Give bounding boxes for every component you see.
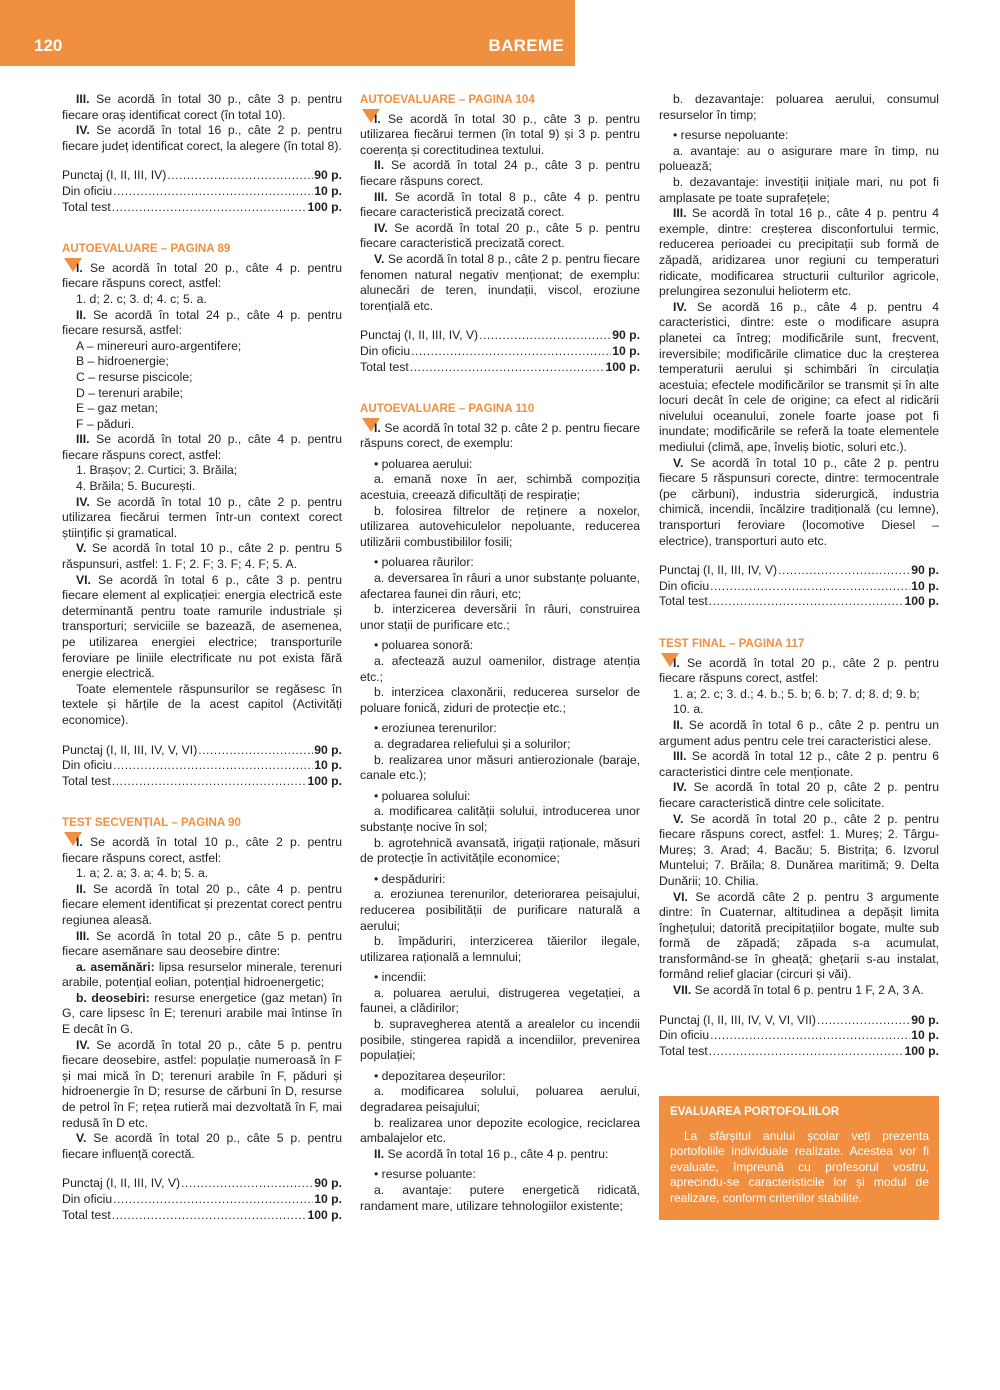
score-line: Din oficiu ..... 10 p. bbox=[360, 344, 640, 360]
answer-item: a. eroziunea terenurilor, deteriorarea peisajului, reducerea posibilității de purificare naturală a aerului; bbox=[360, 887, 640, 933]
running-title: BAREME bbox=[488, 36, 564, 55]
answer-item: IV. Se acordă în total 20 p, câte 2 p. pentru fiecare caracteristică dintre cele solicitate. bbox=[659, 780, 939, 810]
bullet-heading: • despăduriri: bbox=[374, 871, 446, 886]
score-line: Total test ..... 100 p. bbox=[62, 200, 342, 216]
section-test-secvential-90 bbox=[62, 815, 342, 1223]
answer-item: III. Se acordă în total 20 p., câte 5 p. pentru fiecare asemănare sau deosebire dintre: bbox=[62, 928, 342, 959]
list-item: C – resurse piscicole; bbox=[76, 369, 193, 384]
answer-item: IV. Se acordă în total 10 p., câte 2 p. pentru utilizarea fiecărui termen într-un context corect științific și gramatical. bbox=[62, 494, 342, 540]
answer-item: III. Se acordă în total 16 p., câte 4 p. pentru 4 exemple, dintre: creșterea disconfortului termic, reducerea perioadei cu precipitații sub formă de zăpadă, aridizarea unor regiuni cu temperaturi ridicate, modificarea structurii culturilor agricole, prelungirea sezonului helioterm etc. bbox=[659, 206, 939, 299]
closing-note: Toate elementele răspunsurilor se regăsesc în textele și hărțile de la acest capitol (Activități economice). bbox=[62, 681, 342, 727]
answer-item: b. realizarea unor depozite ecologice, reciclarea ambalajelor etc. bbox=[360, 1115, 640, 1146]
answer-item: b. supravegherea atentă a arealelor cu incendii posibile, stingerea rapidă a incendiilor, prevenirea populației; bbox=[360, 1017, 640, 1063]
bullet-heading: • poluarea aerului: bbox=[374, 456, 473, 471]
answer-item: V. Se acordă în total 20 p., câte 2 p. pentru fiecare răspuns corect, astfel: 1. Mureș; 2. Târgu-Mureș; 3. Arad; 4. Bacău; 5. Bistrița; 6. Izvorul Muntelui; 7. Brăila; 8. Dunărea maritimă; 9. Delta Dunării; 10. Chilia. bbox=[659, 811, 939, 888]
score-line: Punctaj (I, II, III, IV, V) ..... 90 p. bbox=[62, 1176, 342, 1192]
page-number: 120 bbox=[34, 36, 63, 55]
header-bar bbox=[0, 0, 575, 66]
answer-item: b. dezavantaje: investiții inițiale mari, nu pot fi amplasate pe toate suprafețele; bbox=[659, 174, 939, 205]
answer-item: I. Se acordă în total 20 p., câte 2 p. pentru fiecare răspuns corect, astfel: bbox=[659, 655, 939, 686]
answer-list: 1. Brașov; 2. Curtici; 3. Brăila; bbox=[76, 463, 238, 478]
section-title: TEST SECVENȚIAL – PAGINA 90 bbox=[62, 816, 241, 830]
answer-item: a. deversarea în râuri a unor substanțe poluante, afectarea faunei din râuri, etc; bbox=[360, 571, 640, 601]
score-line: Total test ..... 100 p. bbox=[360, 360, 640, 376]
answer-item: III. Se acordă în total 12 p., câte 2 p. pentru 6 caracteristici dintre cele menționate. bbox=[659, 749, 939, 779]
answer-list: 1. a; 2. c; 3. d.; 4. b.; 5. b; 6. b; 7. d; 8. d; 9. b; 10. a. bbox=[673, 686, 920, 717]
portfolio-text: La sfârșitul anului școlar veți prezenta portofoliile individuale realizate. Acestea vor fi evaluate, împreună cu profesorul vostru, aprecindu-se caracteristicile lor și modul de realizare, conform criteriilor stabilite. bbox=[670, 1128, 929, 1205]
section-title: AUTOEVALUARE – PAGINA 89 bbox=[62, 242, 231, 256]
answer-list: 4. Brăila; 5. București. bbox=[76, 479, 196, 494]
answer-item: a. emană noxe în aer, schimbă compoziția acestuia, creează dificultăți de respirație; bbox=[360, 472, 640, 503]
score-line: Total test ..... 100 p. bbox=[659, 1044, 939, 1060]
answer-item: III. Se acordă în total 30 p., câte 3 p. pentru fiecare oraș identificat corect (în total 10). bbox=[62, 92, 342, 122]
answer-list: 1. a; 2. a; 3. a; 4. b; 5. a. bbox=[76, 866, 209, 881]
section-autoevaluare-110 bbox=[360, 401, 640, 1214]
list-item: E – gaz metan; bbox=[76, 401, 158, 416]
answer-item: I. Se acordă în total 20 p., câte 4 p. pentru fiecare răspuns corect, astfel: bbox=[62, 260, 342, 291]
answer-item: VI. Se acordă în total 6 p., câte 3 p. pentru fiecare element al explicației: energia electrică este determinantă pentru toate ramurile industriale și transporturi; serviciile se bazează, de asemenea, pe utilizarea energiei electrice; transporturile feroviare pe liniile electrificate nu pot exista fără energie electrică. bbox=[62, 572, 342, 681]
section-test-final-117 bbox=[659, 636, 939, 1059]
portfolio-title: EVALUAREA PORTOFOLIILOR bbox=[670, 1105, 840, 1118]
answer-item: IV. Se acordă în total 16 p., câte 2 p. pentru fiecare județ identificat corect, la alegere (în total 8). bbox=[62, 123, 342, 153]
score-line: Punctaj (I, II, III, IV, V, VI) ..... 90 p. bbox=[62, 743, 342, 759]
score-block bbox=[62, 168, 342, 215]
answer-item: II. Se acordă în total 16 p., câte 4 p. pentru: bbox=[374, 1146, 609, 1161]
score-line: Punctaj (I, II, III, IV) ..... 90 p. bbox=[62, 168, 342, 184]
bullet-heading: • incendii: bbox=[374, 970, 427, 985]
bullet-heading: • resurse poluante: bbox=[374, 1167, 476, 1182]
answer-item: a. modificarea calității solului, introducerea unor substanțe nocive în sol; bbox=[360, 804, 640, 834]
score-block bbox=[659, 1013, 939, 1060]
score-line: Punctaj (I, II, III, IV, V) ..... 90 p. bbox=[659, 563, 939, 579]
answer-item: b. agrotehnică avansată, irigații raționale, măsuri de protecție în activitățile economice; bbox=[360, 835, 640, 866]
continuation-section bbox=[659, 92, 939, 610]
score-line: Din oficiu ..... 10 p. bbox=[62, 758, 342, 774]
section-title: TEST FINAL – PAGINA 117 bbox=[659, 637, 805, 650]
answer-item: V. Se acordă în total 20 p., câte 5 p. pentru fiecare influență corectă. bbox=[62, 1131, 342, 1161]
score-block bbox=[62, 1176, 342, 1223]
answer-item: IV. Se acordă în total 20 p., câte 5 p. pentru fiecare deosebire, astfel: populație numeroasă în F și mai mică în D; terenuri arabile în F, păduri și hidroenergie în D; resurse de cărbuni în D, resurse de petrol în F; rețea rutieră mai dezvoltată în F, mai redusă în D etc. bbox=[62, 1037, 342, 1130]
answer-item: II. Se acordă în total 24 p., câte 3 p. pentru fiecare răspuns corect. bbox=[360, 158, 640, 188]
answer-item: a. poluarea aerului, distrugerea vegetației, a faunei, a clădirilor; bbox=[360, 985, 640, 1016]
answer-item: I. Se acordă în total 30 p., câte 3 p. pentru utilizarea fiecărui termen (în total 9) și 3 p. pentru coerența și corectitudinea textului. bbox=[360, 111, 640, 157]
answer-item: b. folosirea filtrelor de reținere a noxelor, utilizarea autovehiculelor nepoluante, reducerea utilizării combustibililor fosili; bbox=[360, 503, 640, 549]
score-line: Total test ..... 100 p. bbox=[659, 594, 939, 610]
section-autoevaluare-89 bbox=[62, 241, 342, 789]
section-title: AUTOEVALUARE – PAGINA 104 bbox=[360, 93, 535, 106]
answer-item: b. interzicerea deversării în râuri, construirea unor stații de purificare etc.; bbox=[360, 602, 640, 632]
answer-item: IV. Se acordă 16 p., câte 4 p. pentru 4 caracteristici, dintre: este o modificare asupra planetei ca întreg; modificările sunt, frecvent, ireversibile; modificările climatice duc la creșterea temperaturii aerului și schimbări în circulația acestuia; efectele modificărilor se transmit și în alte locuri decât în cele de origine; ca efect al ridicării nivelului oceanului, zonele foarte joase pot fi inundate; modificările se referă la toate elementele mediului (climă, ape, înveliș biotic, soluri etc.). bbox=[659, 299, 939, 455]
section-autoevaluare-104 bbox=[360, 92, 640, 375]
answer-item: V. Se acordă în total 10 p., câte 2 p. pentru fiecare 5 răspunsuri corecte, dintre: termocentrale (pe cărbuni), industria siderurgică, industria chimică, incendii, încălzire tradițională (cu lemne), transporturi feroviare (locomotive Diesel – electrice), transporturi auto etc. bbox=[659, 455, 939, 548]
score-block bbox=[659, 563, 939, 610]
intro-section bbox=[62, 92, 342, 215]
bullet-heading: • eroziunea terenurilor: bbox=[374, 721, 497, 736]
score-line: Din oficiu ..... 10 p. bbox=[659, 1028, 939, 1044]
portfolio-box bbox=[659, 1096, 939, 1220]
score-line: Din oficiu ..... 10 p. bbox=[62, 1192, 342, 1208]
answer-item: b. interzicea claxonării, reducerea surselor de poluare fonică, ziduri de protecție etc.; bbox=[360, 685, 640, 715]
list-item: D – terenuri arabile; bbox=[76, 385, 184, 400]
bullet-heading: • poluarea solului: bbox=[374, 788, 471, 803]
score-block bbox=[360, 328, 640, 375]
answer-item: VI. Se acordă câte 2 p. pentru 3 argumente dintre: în Cuaternar, altitudinea a depășit limita înghețului; datorită precipitațiilor bogate, multe sub formă de zăpadă; zăpada s-a acumulat, transformând-se în gheață; ghețarii s-au instalat, formând relief glaciar (circuri și văi). bbox=[659, 889, 939, 982]
answer-item: II. Se acordă în total 20 p., câte 4 p. pentru fiecare element identificat și prezentat corect pentru regiunea aleasă. bbox=[62, 881, 342, 927]
answer-item: a. afectează auzul oamenilor, distrage atenția etc.; bbox=[360, 654, 640, 684]
answer-item: b. împăduriri, interzicerea tăierilor ilegale, utilizarea rațională a lemnului; bbox=[360, 934, 640, 964]
answer-list: 1. d; 2. c; 3. d; 4. c; 5. a. bbox=[76, 291, 207, 306]
answer-item: II. Se acordă în total 24 p., câte 4 p. pentru fiecare resursă, astfel: bbox=[62, 307, 342, 338]
score-line: Din oficiu ..... 10 p. bbox=[62, 184, 342, 200]
bullet-heading: • poluarea râurilor: bbox=[374, 555, 474, 570]
answer-item: III. Se acordă în total 8 p., câte 4 p. pentru fiecare caracteristică precizată corect. bbox=[360, 189, 640, 220]
answer-item: b. realizarea unor măsuri antierozionale (baraje, canale etc.); bbox=[360, 752, 640, 783]
score-line: Total test ..... 100 p. bbox=[62, 1208, 342, 1224]
answer-item: a. modificarea solului, poluarea aerului, degradarea peisajului; bbox=[360, 1084, 640, 1115]
column-2 bbox=[360, 92, 640, 1214]
answer-item: b. dezavantaje: poluarea aerului, consumul resurselor în timp; bbox=[659, 92, 939, 122]
section-title: AUTOEVALUARE – PAGINA 110 bbox=[360, 402, 535, 416]
bullet-heading: • resurse nepoluante: bbox=[673, 128, 789, 143]
answer-item: a. avantaje: au o asigurare mare în timp, nu poluează; bbox=[659, 143, 939, 174]
answer-item: b. deosebiri: resurse energetice (gaz metan) în G, care lipsesc în E; terenuri arabile mai întinse în E decât în G. bbox=[62, 990, 342, 1037]
answer-item: VII. Se acordă în total 6 p. pentru 1 F, 2 A, 3 A. bbox=[673, 983, 924, 998]
list-item: A – minereuri auro-argentifere; bbox=[76, 338, 242, 353]
score-block bbox=[62, 743, 342, 790]
column-3 bbox=[659, 92, 939, 1059]
score-line: Punctaj (I, II, III, IV, V) ..... 90 p. bbox=[360, 328, 640, 344]
answer-item: V. Se acordă în total 8 p., câte 2 p. pentru fiecare fenomen natural negativ menționat; de exemplu: alunecări de teren, inundații, viscol, eroziune torențială etc. bbox=[360, 251, 640, 313]
answer-item: a. avantaje: putere energetică ridicată, randament mare, utilizare tehnologiilor existente; bbox=[360, 1183, 640, 1213]
column-1 bbox=[62, 92, 342, 1223]
answer-item: III. Se acordă în total 20 p., câte 4 p. pentru fiecare răspuns corect, astfel: bbox=[62, 432, 342, 462]
answer-item: V. Se acordă în total 10 p., câte 2 p. pentru 5 răspunsuri, astfel: 1. F; 2. F; 3. F; 4. F; 5. A. bbox=[62, 541, 342, 572]
answer-item: a. asemănări: lipsa resurselor minerale, terenuri arabile, potențial eolian, potențial hidroenergetic; bbox=[62, 959, 342, 990]
answer-item: a. degradarea reliefului și a solurilor; bbox=[374, 736, 571, 751]
answer-item: IV. Se acordă în total 20 p., câte 5 p. pentru fiecare caracteristică precizată corect. bbox=[360, 220, 640, 251]
list-item: F – păduri. bbox=[76, 416, 135, 431]
answer-item: I. Se acordă în total 32 p. câte 2 p. pentru fiecare răspuns corect, de exemplu: bbox=[360, 420, 640, 451]
score-line: Din oficiu ..... 10 p. bbox=[659, 579, 939, 595]
list-item: B – hidroenergie; bbox=[76, 354, 169, 369]
bullet-heading: • depozitarea deșeurilor: bbox=[374, 1068, 506, 1083]
answer-item: II. Se acordă în total 6 p., câte 2 p. pentru un argument adus pentru cele trei caracteristici alese. bbox=[659, 717, 939, 748]
score-line: Total test ..... 100 p. bbox=[62, 774, 342, 790]
score-line: Punctaj (I, II, III, IV, V, VI, VII) ..... 90 p. bbox=[659, 1013, 939, 1029]
bullet-heading: • poluarea sonoră: bbox=[374, 638, 474, 653]
answer-item: I. Se acordă în total 10 p., câte 2 p. pentru fiecare răspuns corect, astfel: bbox=[62, 834, 342, 865]
